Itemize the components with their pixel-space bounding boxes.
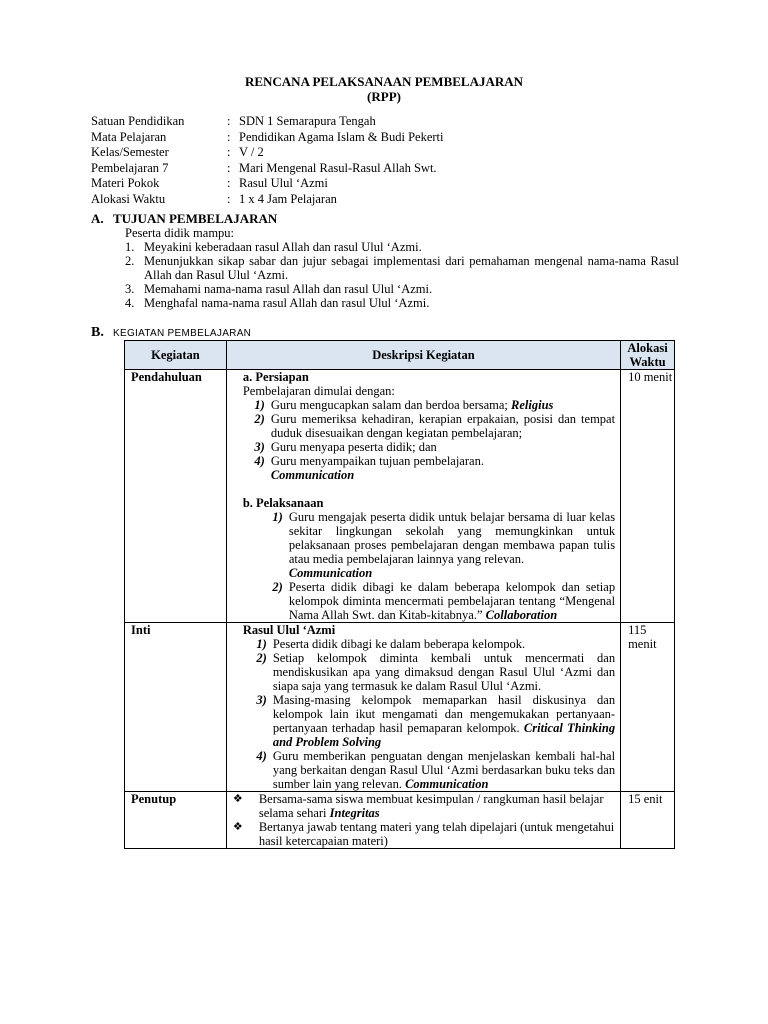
time-penutup: 15 enit: [621, 792, 675, 849]
item-tag: Collaboration: [485, 608, 558, 622]
time-inti: 115 menit: [621, 623, 675, 792]
section-kegiatan-heading: [91, 325, 251, 341]
item-text: Peserta didik dibagi ke dalam beberapa kelompok.: [272, 637, 526, 651]
persiapan-title: a. Persiapan: [242, 370, 309, 384]
item-text: Bertanya jawab tentang materi yang telah dipelajari (untuk mengetahui hasil ketercapaian materi): [258, 820, 615, 848]
identity-value: 1 x 4 Jam Pelajaran: [239, 191, 337, 206]
pelaksanaan-title: b. Pelaksanaan: [242, 496, 324, 510]
item-body: [259, 792, 615, 820]
objective-item: [125, 240, 681, 254]
objective-item: [125, 254, 681, 282]
identity-colon: :: [227, 129, 231, 144]
identity-row: [91, 192, 444, 208]
item-number: 2): [254, 412, 265, 426]
item-number: 2): [256, 651, 267, 665]
identity-key: Alokasi Waktu: [91, 191, 166, 206]
identity-row: [91, 161, 444, 177]
identity-colon: :: [227, 191, 231, 206]
identity-colon: :: [227, 176, 231, 190]
item-tag: Communication: [405, 777, 489, 791]
item-text: Guru menyapa peserta didik; dan: [270, 440, 437, 454]
item-body: [289, 580, 615, 622]
identity-row: [91, 130, 444, 146]
identity-colon: :: [227, 114, 231, 128]
penutup-item: [233, 792, 615, 820]
objective-item: [125, 296, 681, 310]
inti-title: Rasul Ulul ‘Azmi: [242, 623, 336, 637]
identity-value: SDN 1 Semarapura Tengah: [239, 114, 376, 128]
objective-list: [91, 240, 681, 310]
objective-number: 2.: [125, 254, 135, 268]
item-tag: Critical Thinking and Problem Solving: [272, 721, 616, 749]
item-number: 4): [254, 454, 265, 468]
table-header-row: [125, 341, 675, 370]
item-body: [273, 749, 615, 791]
objective-text: Memahami nama-nama rasul Allah dan rasul Ulul ‘Azmi.: [144, 282, 433, 296]
item-text: Guru menyampaikan tujuan pembelajaran.: [270, 454, 484, 468]
section-b-number: B.: [91, 325, 104, 340]
document-title: [0, 74, 768, 104]
item-text: Bersama-sama siswa membuat kesimpulan / rangkuman hasil belajar selama sehari: [258, 792, 604, 820]
header-kegiatan: Kegiatan: [125, 341, 227, 370]
identity-row: [91, 145, 444, 161]
item-text: Guru memeriksa kehadiran, kerapian erpakaian, posisi dan tempat duduk disesuaikan dengan kegiatan pembelajaran;: [270, 412, 616, 440]
item-number: 3): [254, 440, 265, 454]
identity-row: [91, 114, 444, 130]
identity-colon: :: [227, 145, 231, 159]
inti-item: [243, 651, 615, 693]
item-tag: Communication: [270, 468, 355, 482]
identity-key: Satuan Pendidikan: [91, 114, 185, 128]
item-number: 1): [254, 398, 265, 412]
section-tujuan: [91, 212, 681, 310]
identity-value: Pendidikan Agama Islam & Budi Pekerti: [239, 129, 444, 144]
item-text: Guru mengucapkan salam dan berdoa bersama;: [270, 398, 508, 412]
inti-item: [243, 637, 615, 651]
identity-value: V / 2: [239, 145, 264, 159]
inti-item: [243, 749, 615, 791]
phase-penutup: Penutup: [125, 792, 227, 849]
section-a-intro: Peserta didik mampu:: [125, 226, 235, 240]
persiapan-item: [243, 412, 615, 440]
pelaksanaan-item: [243, 580, 615, 622]
item-body: [289, 510, 615, 580]
identity-row: [91, 176, 444, 192]
header-alokasi: Alokasi Waktu: [621, 341, 675, 370]
identity-key: Pembelajaran 7: [91, 160, 169, 175]
identity-colon: :: [227, 160, 231, 175]
section-a-heading: [91, 212, 681, 226]
item-text: Peserta didik dibagi ke dalam beberapa kelompok dan setiap kelompok diminta mencermati pembelajaran tentang “Mengenal Nama Allah Swt. dan Kitab-kitabnya.”: [288, 580, 616, 622]
time-pendahuluan: 10 menit: [621, 370, 675, 623]
diamond-bullet-icon: ❖: [232, 820, 243, 833]
diamond-bullet-icon: ❖: [232, 792, 243, 805]
objective-number: 4.: [125, 296, 135, 310]
item-tag: Communication: [288, 566, 373, 580]
persiapan-item: [243, 440, 615, 454]
persiapan-item: [243, 398, 615, 412]
pelaksanaan-item: [243, 510, 615, 580]
identity-value: Mari Mengenal Rasul-Rasul Allah Swt.: [239, 160, 437, 175]
activity-table: [124, 340, 675, 849]
objective-item: [125, 282, 681, 296]
item-tag: Religius: [511, 398, 554, 412]
desc-inti: [226, 623, 620, 792]
section-a-number: A.: [91, 211, 104, 226]
objective-text: Meyakini keberadaan rasul Allah dan rasul Ulul ‘Azmi.: [144, 240, 422, 254]
item-body: [273, 693, 615, 749]
desc-pendahuluan: [226, 370, 620, 623]
table-row-penutup: [125, 792, 675, 849]
section-a-title: TUJUAN PEMBELAJARAN: [113, 211, 278, 226]
header-deskripsi: Deskripsi Kegiatan: [226, 341, 620, 370]
phase-pendahuluan: Pendahuluan: [125, 370, 227, 623]
item-text: Masing-masing kelompok memaparkan hasil diskusinya dan kelompok lain ikut mengamati dan mengemukakan pertanyaan-pertanyaan terhadap hasil pemaparan kelompok.: [272, 693, 616, 735]
item-text: Guru mengajak peserta didik untuk belajar bersama di luar kelas sekitar lingkungan sekolah yang memungkinkan untuk pelaksanaan proses pembelajaran dengan membawa papan tulis atau media pembelajaran lainnya yang relevan.: [288, 510, 616, 566]
persiapan-item: [243, 454, 615, 482]
objective-number: 1.: [125, 240, 135, 254]
title-line-2: (RPP): [367, 89, 401, 104]
item-tag: Integritas: [329, 806, 380, 820]
identity-key: Kelas/Semester: [91, 145, 169, 159]
inti-item: [243, 693, 615, 749]
item-number: 1): [256, 637, 267, 651]
item-number: 2): [272, 580, 283, 594]
identity-value: Rasul Ulul ‘Azmi: [239, 176, 328, 190]
phase-inti: Inti: [125, 623, 227, 792]
item-number: 1): [272, 510, 283, 524]
title-line-1: RENCANA PELAKSANAAN PEMBELAJARAN: [244, 74, 524, 89]
desc-penutup: [226, 792, 620, 849]
objective-text: Menghafal nama-nama rasul Allah dan rasul Ulul ‘Azmi.: [144, 296, 430, 310]
identity-block: [91, 114, 444, 207]
section-b-title: KEGIATAN PEMBELAJARAN: [113, 328, 252, 339]
item-body: [271, 398, 615, 412]
item-number: 3): [256, 693, 267, 707]
table-row-pendahuluan: [125, 370, 675, 623]
identity-key: Mata Pelajaran: [91, 129, 167, 144]
item-text: Setiap kelompok diminta kembali untuk mencermati dan mendiskusikan apa yang dimaksud dengan Rasul Ulul ‘Azmi dan siapa saja yang termasuk ke dalam Rasul Ulul ‘Azmi.: [272, 651, 616, 693]
persiapan-intro: Pembelajaran dimulai dengan:: [242, 384, 395, 398]
item-text: Guru memberikan penguatan dengan menjelaskan kembali hal-hal yang berkaitan dengan Rasul Ulul ‘Azmi berdasarkan buku teks dan sumber lain yang relevan.: [272, 749, 616, 791]
identity-key: Materi Pokok: [91, 176, 160, 190]
item-number: 4): [256, 749, 267, 763]
table-row-inti: [125, 623, 675, 792]
objective-text: Menunjukkan sikap sabar dan jujur sebagai implementasi dari pemahaman mengenal nama-nama Rasul Allah dan Rasul Ulul ‘Azmi.: [144, 254, 679, 282]
spacer: [243, 482, 615, 496]
penutup-item: [233, 820, 615, 848]
objective-number: 3.: [125, 282, 135, 296]
item-body: [271, 454, 615, 482]
